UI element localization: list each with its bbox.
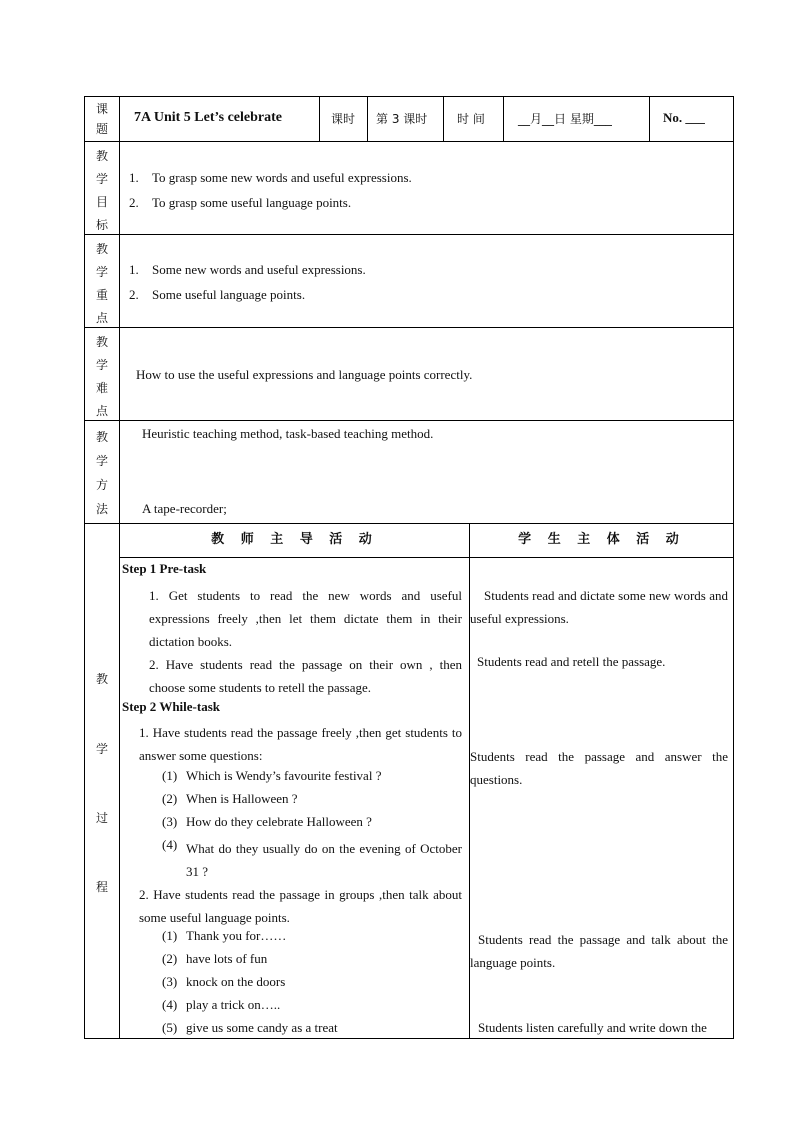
step1-item-1: 1. Get students to read the new words and useful expressions freely ,then let them dictate them in their dictation books. <box>149 588 462 649</box>
list-item-number: (3) <box>162 814 178 829</box>
teaching-method-text: Heuristic teaching method, task-based teaching method. <box>142 426 434 441</box>
col-divider <box>443 96 444 142</box>
period-value: 第 3 课时 <box>376 112 428 126</box>
step2-item-2: 2. Have students read the passage in groups ,then talk about some useful language points. <box>139 887 462 925</box>
question-item: How do they celebrate Halloween ? <box>186 814 372 829</box>
teacher-activity-header: 教 师 主 导 活 动 <box>211 532 378 547</box>
student-activity: Students read the passage and answer the questions. <box>470 749 728 787</box>
period-label: 课时 <box>331 112 356 126</box>
row-divider <box>84 141 734 142</box>
date-value: __月__日 星期___ <box>518 112 612 126</box>
list-item-number: (3) <box>162 974 178 989</box>
list-item-number: (4) <box>162 997 178 1012</box>
phrase-item: knock on the doors <box>186 974 286 989</box>
step2-item-1: 1. Have students read the passage freely ,then get students to answer some questions: <box>139 725 462 763</box>
row-divider <box>84 327 734 328</box>
col-divider <box>503 96 504 142</box>
row-divider <box>84 234 734 235</box>
student-activity: Students read and retell the passage. <box>477 654 666 669</box>
difficulties-text: How to use the useful expressions and language points correctly. <box>136 367 473 382</box>
list-item-number: (1) <box>162 928 178 943</box>
question-item: When is Halloween ? <box>186 791 298 806</box>
difficulties-label: 教 学 难 点 <box>95 335 108 418</box>
number-label: No. ___ <box>663 110 705 125</box>
list-item-number: (2) <box>162 951 178 966</box>
col-divider <box>367 96 368 142</box>
table-border-right <box>733 96 734 1039</box>
list-item: Some new words and useful expressions. <box>152 262 366 277</box>
student-activity: Students read the passage and talk about the language points. <box>470 932 728 970</box>
row-divider <box>119 557 734 558</box>
row-divider <box>84 1038 734 1039</box>
list-item-number: 2. <box>129 287 139 302</box>
list-item: Some useful language points. <box>152 287 306 302</box>
phrase-item: Thank you for…… <box>186 928 287 943</box>
list-item: To grasp some useful language points. <box>152 195 352 210</box>
step2-title: Step 2 While-task <box>122 699 220 714</box>
process-label: 教 学 过 程 <box>95 672 108 894</box>
phrase-item: play a trick on….. <box>186 997 281 1012</box>
phrase-item: give us some candy as a treat <box>186 1020 338 1035</box>
list-item-number: (5) <box>162 1020 178 1035</box>
student-activity: Students listen carefully and write down the <box>478 1020 707 1035</box>
col-divider <box>319 96 320 142</box>
methods-label: 教 学 方 法 <box>95 430 108 516</box>
list-item-number: 1. <box>129 170 139 185</box>
lesson-topic-label: 课 题 <box>95 102 108 136</box>
time-label: 时 间 <box>457 112 485 126</box>
phrase-item: have lots of fun <box>186 951 268 966</box>
list-item-number: (2) <box>162 791 178 806</box>
label-column-divider <box>119 96 120 1039</box>
question-item: What do they usually do on the evening of October 31 ? <box>186 841 462 879</box>
row-divider <box>84 96 734 97</box>
list-item-number: 2. <box>129 195 139 210</box>
question-item: Which is Wendy’s favourite festival ? <box>186 768 382 783</box>
objectives-label: 教 学 目 标 <box>95 149 108 232</box>
list-item-number: (4) <box>162 837 178 852</box>
teaching-aids-text: A tape-recorder; <box>142 501 227 516</box>
list-item: To grasp some new words and useful expressions. <box>152 170 412 185</box>
step1-title: Step 1 Pre-task <box>122 561 207 576</box>
list-item-number: (1) <box>162 768 178 783</box>
row-divider <box>84 523 734 524</box>
step1-item-2: 2. Have students read the passage on their own , then choose some students to retell the passage. <box>149 657 462 695</box>
col-divider <box>649 96 650 142</box>
row-divider <box>84 420 734 421</box>
lesson-title: 7A Unit 5 Let’s celebrate <box>134 110 282 125</box>
list-item-number: 1. <box>129 262 139 277</box>
key-points-label: 教 学 重 点 <box>95 242 108 325</box>
student-activity-header: 学 生 主 体 活 动 <box>518 532 685 547</box>
student-activity: Students read and dictate some new words and useful expressions. <box>470 588 728 626</box>
